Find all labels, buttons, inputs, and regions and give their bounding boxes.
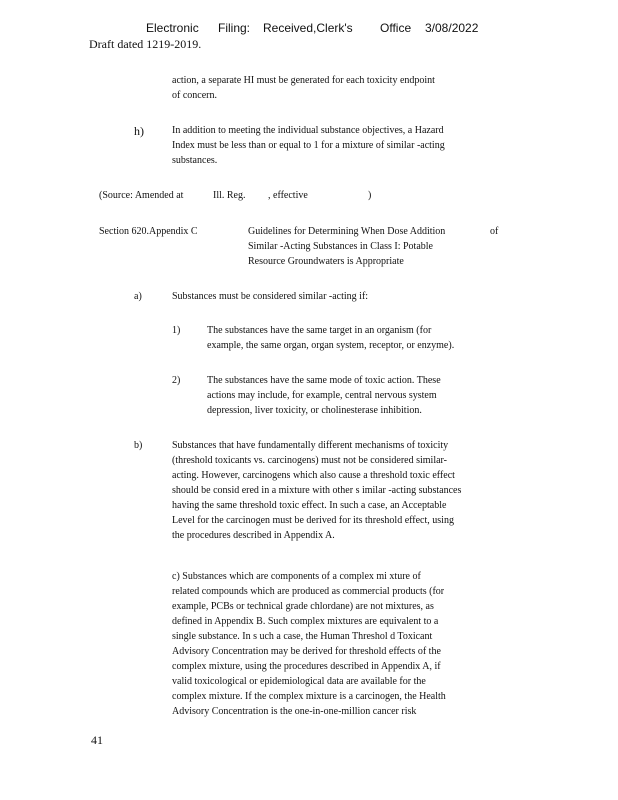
a1-paragraph: The substances have the same target in an organism (for example, the same organ, organ system, receptor, or enzyme). xyxy=(207,325,455,351)
header-electronic: Electronic xyxy=(146,21,199,35)
continuation-text: action, a separate HI must be generated for each toxicity endpoint of concern. xyxy=(172,75,435,101)
draft-date: Draft dated 1219-2019. xyxy=(89,37,202,51)
header-office: Office xyxy=(380,21,412,35)
b-paragraph: Substances that have fundamentally different mechanisms of toxicity (threshold toxicants vs. carcinogens) must not be considered similar- acting. However, carcinogens which also cause a threshold toxic effect should be consid ered in a mixture with other s imilar -acting substances having the same threshold toxic effect. In such a case, an Acceptable Level for the carcinogen must be derived for its threshold effect, using the procedures described in Appendix A. xyxy=(172,440,462,541)
a2-paragraph: The substances have the same mode of toxic action. These actions may include, for example, central nervous system depression, liver toxicity, or cholinesterase inhibition. xyxy=(207,375,441,416)
source-label: (Source: Amended at xyxy=(99,190,184,201)
h-paragraph: In addition to meeting the individual substance objectives, a Hazard Index must be less than or equal to 1 for a mixture of similar -acting substances. xyxy=(172,125,445,166)
source-close: ) xyxy=(368,190,372,201)
b-marker: b) xyxy=(134,440,143,451)
section-title: Guidelines for Determining When Dose Addition Similar -Acting Substances in Class I: Potable Resource Groundwaters is Appropriate xyxy=(248,226,446,267)
a1-marker: 1) xyxy=(172,325,181,336)
a-text: Substances must be considered similar -acting if: xyxy=(172,291,369,302)
section-title-of: of xyxy=(490,226,499,237)
h-marker: h) xyxy=(134,124,144,138)
section-label: Section 620.Appendix C xyxy=(99,226,198,237)
page-number: 41 xyxy=(91,733,103,747)
c-paragraph: c) Substances which are components of a complex mi xture of related compounds which are produced as commercial products (for example, PCBs or technical grade chlordane) are not mixtures, as defined in Appendix B. Such complex mixtures are equivalent to a single substance. In s uch a case, the Human Threshol d Toxicant Advisory Concentration may be derived for threshold effects of the complex mixture, using the procedures described in Appendix A, if valid toxicological or epidemiological data are available for the complex mixture. If the complex mixture is a carcinogen, the Health Advisory Concentration is the one-in-one-million cancer risk xyxy=(172,571,446,717)
a-marker: a) xyxy=(134,291,142,302)
source-reg: Ill. Reg. xyxy=(213,190,246,201)
source-effective: , effective xyxy=(268,190,308,201)
header-received: Received,Clerk's xyxy=(263,21,353,35)
a2-marker: 2) xyxy=(172,375,181,386)
header-filing: Filing: xyxy=(218,21,251,35)
header-date: 3/08/2022 xyxy=(425,21,479,35)
